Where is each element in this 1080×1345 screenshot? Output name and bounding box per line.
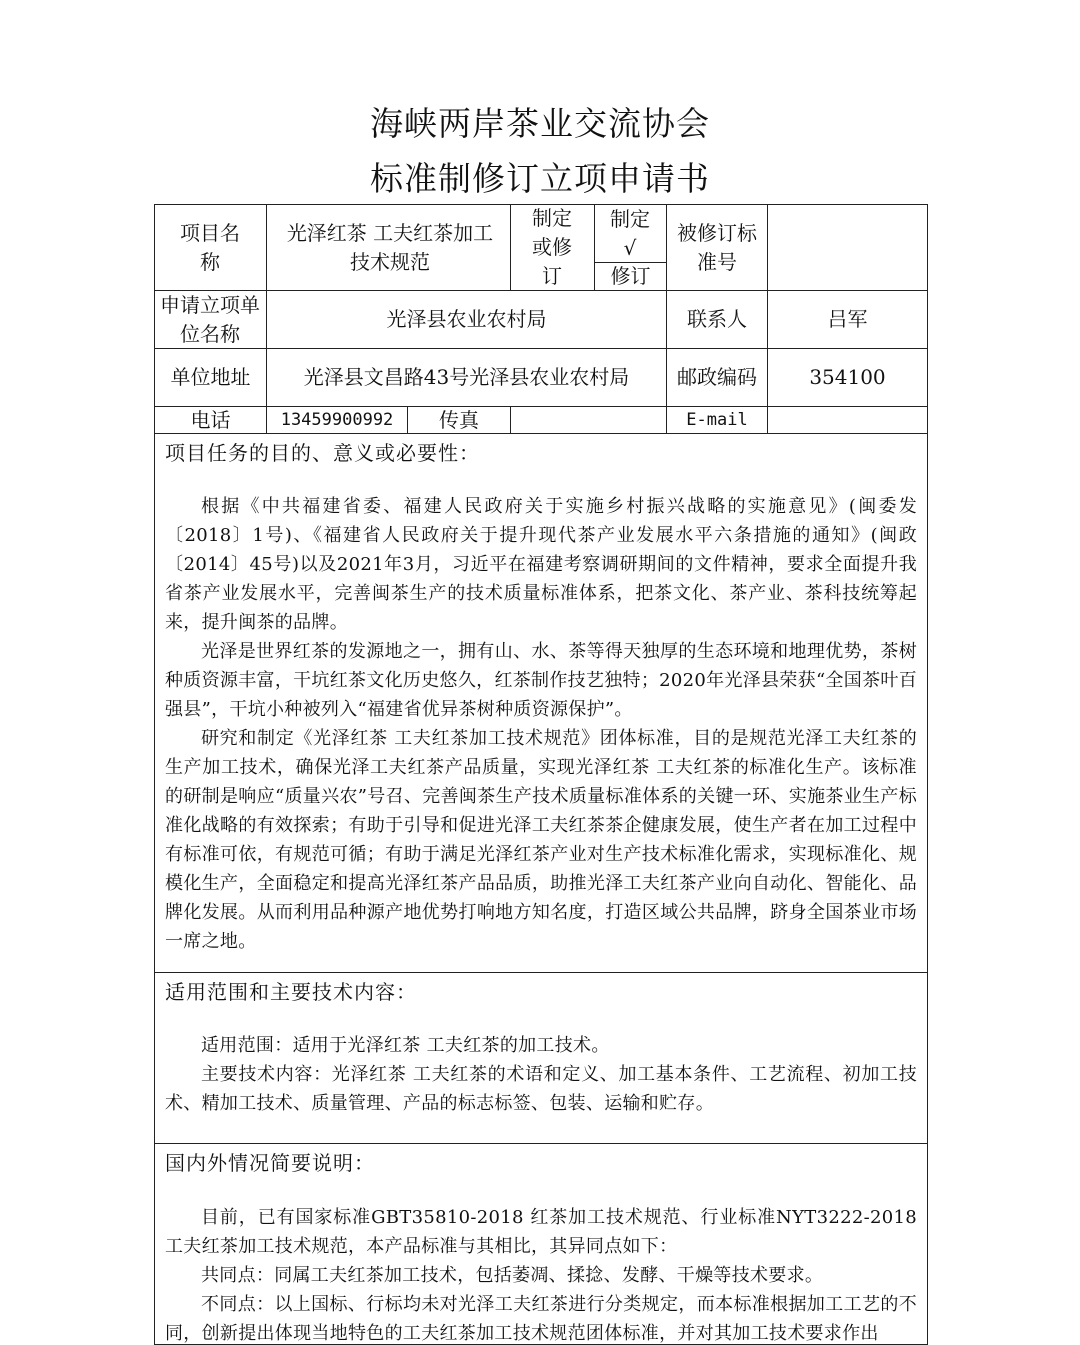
make-option: 制定√ <box>610 206 650 260</box>
paragraph: 研究和制定《光泽红茶 工夫红茶加工技术规范》团体标准，目的是规范光泽工夫红茶的生产加工技术，确保光泽工夫红茶产品质量，实现光泽红茶 工夫红茶的标准化生产。该标准的研制是响应“质量兴农”号召、完善闽茶生产技术质量标准体系的关键一环、实施茶业生产标准化战略的有效探索；有助于引导和促进光泽工夫红茶茶企健康发展，使生产者在加工过程中有标准可依，有规范可循；有助于满足光泽红茶产业对生产技术标准化需求，实现标准化、规模化生产，全面稳定和提高光泽红茶产品品质，助推光泽工夫红茶产业向自动化、智能化、品牌化发展。从而利用品种源产地优势打响地方知名度，打造区域公共品牌，跻身全国茶业市场一席之地。 <box>165 728 917 952</box>
address-label: 单位地址 <box>170 365 251 389</box>
paragraph: 根据《中共福建省委、福建人民政府关于实施乡村振兴战略的实施意见》(闽委发〔2018〕1号)、《福建省人民政府关于提升现代茶产业发展水平六条措施的通知》(闽政〔2014〕45号)以及2021年3月，习近平在福建考察调研期间的文件精神，要求全面提升我省茶产业发展水平，完善闽茶生产的技术质量标准体系，把茶文化、茶产业、茶科技统筹起来，提升闽茶的品牌。 <box>165 496 917 633</box>
document-title: 海峡两岸茶业交流协会 <box>370 104 710 143</box>
type-label: 制定或修订 <box>532 206 572 288</box>
paragraph: 不同点：以上国标、行标均未对光泽工夫红茶进行分类规定，而本标准根据加工工艺的不同，创新提出体现当地特色的工夫红茶加工技术规范团体标准，并对其加工技术要求作出 <box>165 1294 917 1343</box>
fax-value <box>511 407 666 433</box>
paragraph: 适用范围：适用于光泽红茶 工夫红茶的加工技术。 <box>201 1035 610 1056</box>
table-line <box>154 972 928 973</box>
project-name-label: 项目名称 <box>180 220 240 274</box>
fax-label: 传真 <box>439 407 479 432</box>
table-line <box>154 1143 928 1144</box>
section-purpose-body <box>165 492 917 956</box>
email-label: E-mail <box>686 409 748 430</box>
applicant-unit-value: 光泽县农业农村局 <box>386 307 547 331</box>
paragraph: 主要技术内容：光泽红茶 工夫红茶的术语和定义、加工基本条件、工艺流程、初加工技术、精加工技术、质量管理、产品的标志标签、包装、运输和贮存。 <box>165 1064 917 1114</box>
section-background-body <box>165 1203 917 1343</box>
email-value <box>768 407 927 433</box>
phone-value: 13459900992 <box>280 409 394 430</box>
contact-label: 联系人 <box>687 307 747 331</box>
revised-standard-value <box>768 205 927 290</box>
phone-label: 电话 <box>190 407 231 432</box>
postcode-label: 邮政编码 <box>677 365 757 389</box>
paragraph: 目前，已有国家标准GBT35810-2018 红茶加工技术规范、行业标准NYT3222-2018 工夫红茶加工技术规范，本产品标准与其相比，其异同点如下： <box>165 1207 917 1257</box>
section-purpose-heading: 项目任务的目的、意义或必要性： <box>165 441 480 465</box>
table-line <box>510 204 511 290</box>
document-subtitle: 标准制修订立项申请书 <box>370 159 710 198</box>
table-line <box>154 433 928 434</box>
paragraph: 光泽是世界红茶的发源地之一，拥有山、水、茶等得天独厚的生态环境和地理优势，茶树种质资源丰富，干坑红茶文化历史悠久，红茶制作技艺独特；2020年光泽县荣获“全国茶叶百强县”，干坑小种被列入“福建省优异茶树种质资源保护”。 <box>165 641 917 720</box>
section-background-heading: 国内外情况简要说明： <box>165 1151 375 1175</box>
project-name-value: 光泽红茶 工夫红茶加工技术规范 <box>286 220 494 274</box>
revise-option: 修订 <box>610 264 651 288</box>
paragraph: 共同点：同属工夫红茶加工技术，包括萎凋、揉捻、发酵、干燥等技术要求。 <box>201 1265 824 1286</box>
postcode-value: 354100 <box>809 365 886 389</box>
revised-standard-label: 被修订标准号 <box>677 220 757 274</box>
table-line <box>927 204 928 1345</box>
section-scope-body <box>165 1031 917 1118</box>
section-scope-heading: 适用范围和主要技术内容： <box>165 980 417 1004</box>
contact-value: 吕军 <box>827 307 868 331</box>
applicant-unit-label: 申请立项单位名称 <box>160 292 260 346</box>
address-value: 光泽县文昌路43号光泽县农业农村局 <box>303 365 630 389</box>
